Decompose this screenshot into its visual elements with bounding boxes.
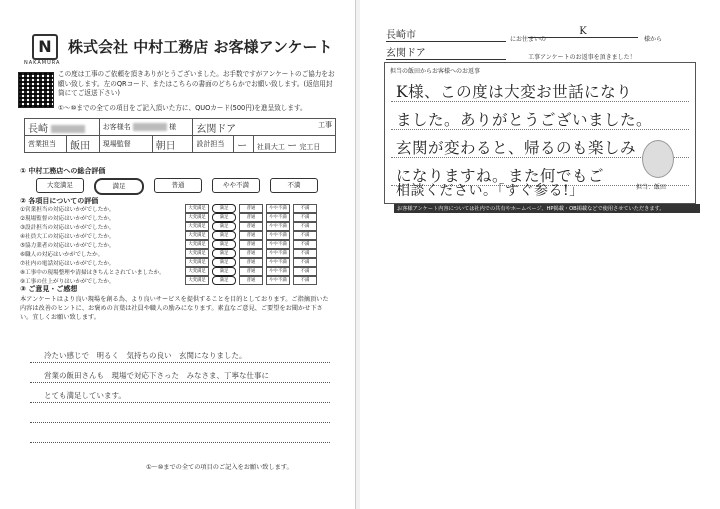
question-option[interactable]: 不満 [293,222,317,231]
question-option-selected[interactable]: 満足 [212,240,236,249]
carpenter-label: 社員大工 ー 完工日 [253,136,335,153]
question-option[interactable]: 大変満足 [185,249,209,258]
overall-option[interactable]: やや不満 [212,178,260,193]
label-sama: 様から [644,36,663,43]
site-label: 現場監督 [99,136,152,153]
question-option[interactable]: 不満 [293,258,317,267]
question-option[interactable]: 普通 [239,267,263,276]
question-option-selected[interactable]: 満足 [212,222,236,231]
comment-line [30,442,330,443]
question-option[interactable]: 不満 [293,276,317,285]
question-option[interactable]: 普通 [239,231,263,240]
question-option[interactable]: 不満 [293,267,317,276]
question-option[interactable]: 普通 [239,276,263,285]
survey-title: 株式会社 中村工務店 お客様アンケート [68,38,333,56]
intro-text: この度は工事のご依頼を頂きありがとうございました。お手数ですがアンケートのご協力をお願い致します。左のQRコード、またはこちらの書面のどちらかでお願い致します。(返信用封筒にてご返送下さい) [58,70,335,97]
message-line: ました。ありがとうございました。 [396,111,653,129]
logo-subtext: NAKAMURA [24,60,61,66]
question-option-selected[interactable]: 満足 [212,267,236,276]
question-option[interactable]: 大変満足 [185,204,209,213]
design-name: ー [234,136,254,153]
question-option[interactable]: 大変満足 [185,231,209,240]
label-live: にお住まいの [510,36,547,43]
question-option[interactable]: やや不満 [266,240,290,249]
question-option-selected[interactable]: 満足 [212,276,236,285]
question-option[interactable]: 普通 [239,204,263,213]
question-text: ⑦社内の電話対応はいかがでしたか。 [20,260,115,267]
reply-footer: お客様アンケート内容については社内での共有やホームページ、HP掲載・OB掲載などで使用させていただきます。 [394,204,700,213]
question-option[interactable]: 普通 [239,213,263,222]
message-line: になりますね。また何でもご [396,167,605,185]
customer-field: K [528,26,638,38]
question-text: ⑥職人の対応はいかがでしたか。 [20,251,104,258]
info-table [24,118,336,153]
question-option[interactable]: 普通 [239,249,263,258]
work-cell: 玄関ドア 工事 [193,119,336,136]
question-option[interactable]: やや不満 [266,258,290,267]
message-line: K様、この度は大変お世話になり [396,83,633,101]
question-option[interactable]: 大変満足 [185,240,209,249]
question-text: ⑨工事の仕上がりはいかがでしたか。 [20,278,115,285]
question-text: ②現場監督の対応はいかがでしたか。 [20,215,115,222]
question-option[interactable]: やや不満 [266,213,290,222]
overall-option[interactable]: 不満 [270,178,318,193]
section-overall: ① 中村工務店への総合評価 [20,167,106,175]
question-option[interactable]: やや不満 [266,222,290,231]
comment-line [30,422,330,423]
customer-cell: お客様名 様 [99,119,193,136]
question-option-selected[interactable]: 満足 [212,204,236,213]
question-option[interactable]: 大変満足 [185,276,209,285]
question-option[interactable]: 不満 [293,240,317,249]
label-thanks: 工事アンケートのお返事を頂きました！ [528,54,636,61]
sales-label: 営業担当 [25,136,67,153]
question-text: ⑧工事中の現場整理や清掃はきちんとされていましたか。 [20,269,165,276]
overall-option-selected[interactable]: 満足 [94,178,144,195]
comment-handwritten: 営業の飯田さんも 現場で対応下さった みなさま、丁寧な仕事に [44,371,269,380]
question-option[interactable]: 大変満足 [185,267,209,276]
question-option[interactable]: 不満 [293,249,317,258]
question-option[interactable]: 普通 [239,240,263,249]
comment-line [30,402,330,403]
quo-note: ①〜⑩までの全ての項目をご記入頂いた方に、QUOカード(500円)を進呈致します。 [58,104,307,112]
author-label: 担当：飯田 [636,184,667,191]
question-option[interactable]: やや不満 [266,204,290,213]
message-line: 玄関が変わると、帰るのも楽しみ [396,139,637,157]
question-text: ⑤協力業者の対応はいかがでしたか。 [20,242,115,249]
qr-code-icon [18,72,54,108]
message-line: 相談ください。「すぐ参る!」 [396,183,584,199]
section-items: ② 各項目についての評価 [20,197,99,205]
question-option-selected[interactable]: 満足 [212,213,236,222]
question-option[interactable]: 大変満足 [185,213,209,222]
region-field: 長崎市 [386,26,506,42]
question-option[interactable]: 大変満足 [185,222,209,231]
question-option[interactable]: 普通 [239,258,263,267]
overall-options [36,178,318,195]
overall-option[interactable]: 大変満足 [36,178,84,193]
question-text: ④社員大工の対応はいかがでしたか。 [20,233,115,240]
company-logo: N [32,34,58,60]
question-text: ①営業担当の対応はいかがでしたか。 [20,206,115,213]
survey-footer: ①〜⑩までの全ての項目のご記入をお願い致します。 [146,464,293,471]
comment-intro: 本アンケートはより良い現場を創る為、より良いサービスを提供することを目的としております。ご指摘頂いた内容は改善のヒントに、お褒めの言葉は社員や職人の励みになります。素直なご意見、ご要望をお聞かせ下さい。宜しくお願い致します。 [20,296,329,321]
section-comments: ③ ご意見・ご感想 [20,285,78,293]
question-option[interactable]: 不満 [293,213,317,222]
message-header: 担当の飯田からお客様へのお返事 [390,68,481,75]
staff-photo-icon [642,140,674,178]
overall-option[interactable]: 普通 [154,178,202,193]
question-option[interactable]: 普通 [239,222,263,231]
question-text: ③設計担当の対応はいかがでしたか。 [20,224,115,231]
comment-handwritten: とても満足しています。 [44,391,126,400]
question-option-selected[interactable]: 満足 [212,258,236,267]
work-field: 玄関ドア [386,44,506,60]
comment-line [30,382,330,383]
comment-handwritten: 冷たい感じで 明るく 気持ちの良い 玄関になりました。 [44,351,247,360]
comment-line [30,362,330,363]
survey-sheet [0,0,356,509]
question-option[interactable]: 大変満足 [185,258,209,267]
question-option[interactable]: 不満 [293,204,317,213]
question-option[interactable]: やや不満 [266,276,290,285]
region-cell: 長崎 [25,119,100,136]
question-option[interactable]: やや不満 [266,267,290,276]
question-option[interactable]: やや不満 [266,231,290,240]
design-label: 設計担当 [193,136,234,153]
reply-sheet [360,0,720,509]
question-option[interactable]: やや不満 [266,249,290,258]
site-name: 朝日 [152,136,193,153]
question-option-selected[interactable]: 満足 [212,249,236,258]
question-option-selected[interactable]: 満足 [212,231,236,240]
question-option[interactable]: 不満 [293,231,317,240]
sales-name: 飯田 [67,136,100,153]
